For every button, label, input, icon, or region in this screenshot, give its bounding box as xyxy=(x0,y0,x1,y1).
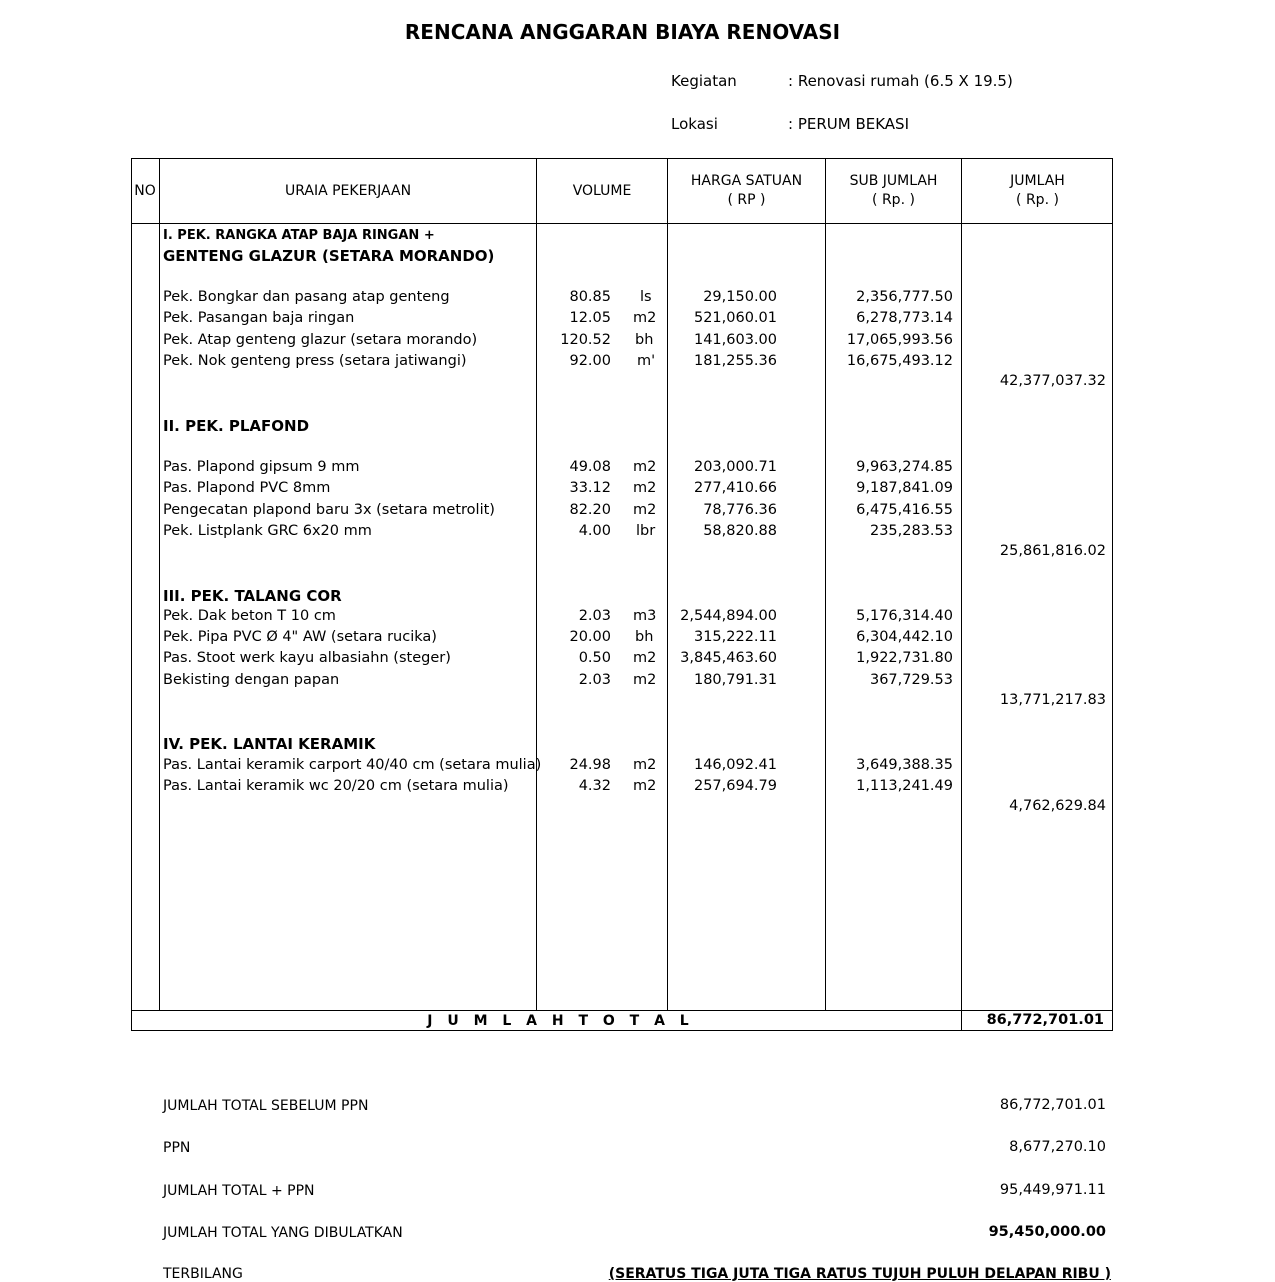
summary-plus-ppn-label: JUMLAH TOTAL + PPN xyxy=(163,1183,315,1199)
summary-dibulatkan-value: 95,450,000.00 xyxy=(988,1224,1106,1240)
item-unit: m2 xyxy=(633,757,657,773)
header-jumlah-line1: JUMLAH xyxy=(1010,173,1065,189)
item-desc: Pek. Bongkar dan pasang atap genteng xyxy=(163,289,450,305)
item-subtotal: 16,675,493.12 xyxy=(846,353,953,369)
item-unit: m2 xyxy=(633,778,657,794)
item-unit: m2 xyxy=(633,672,657,688)
item-unit: m2 xyxy=(633,459,657,475)
item-desc: Pas. Lantai keramik carport 40/40 cm (setara mulia) xyxy=(163,757,542,773)
item-volume: 2.03 xyxy=(578,608,611,624)
item-desc: Pek. Pasangan baja ringan xyxy=(163,310,355,326)
item-subtotal: 5,176,314.40 xyxy=(856,608,953,624)
item-desc: Pas. Stoot werk kayu albasiahn (steger) xyxy=(163,650,451,666)
summary-terbilang-value: (SERATUS TIGA JUTA TIGA RATUS TUJUH PULUH DELAPAN RIBU ) xyxy=(608,1266,1111,1282)
lokasi-label: Lokasi xyxy=(671,115,718,133)
item-subtotal: 17,065,993.56 xyxy=(846,332,953,348)
item-price: 521,060.01 xyxy=(693,310,777,326)
item-desc: Bekisting dengan papan xyxy=(163,672,340,688)
item-price: 277,410.66 xyxy=(693,480,777,496)
item-volume: 0.50 xyxy=(578,650,611,666)
item-unit: bh xyxy=(635,332,654,348)
section-total: 42,377,037.32 xyxy=(999,373,1106,389)
item-price: 78,776.36 xyxy=(703,502,777,518)
grand-total-value: 86,772,701.01 xyxy=(986,1012,1104,1028)
total-divider xyxy=(131,1010,1113,1011)
section-title: IV. PEK. LANTAI KERAMIK xyxy=(163,735,376,753)
item-desc: Pas. Lantai keramik wc 20/20 cm (setara mulia) xyxy=(163,778,509,794)
col-divider-harga xyxy=(825,158,826,1010)
item-unit: m' xyxy=(637,353,656,369)
item-price: 315,222.11 xyxy=(693,629,777,645)
item-subtotal: 1,922,731.80 xyxy=(856,650,953,666)
header-sub-jumlah xyxy=(826,172,961,210)
item-unit: m3 xyxy=(633,608,657,624)
summary-plus-ppn-value: 95,449,971.11 xyxy=(999,1182,1106,1198)
item-price: 141,603.00 xyxy=(693,332,777,348)
summary-sebelum-ppn-label: JUMLAH TOTAL SEBELUM PPN xyxy=(163,1098,369,1114)
item-unit: lbr xyxy=(636,523,656,539)
item-price: 257,694.79 xyxy=(693,778,777,794)
item-volume: 120.52 xyxy=(560,332,611,348)
item-volume: 4.00 xyxy=(578,523,611,539)
header-divider xyxy=(131,223,1113,224)
item-volume: 2.03 xyxy=(578,672,611,688)
header-harga-line2: ( RP ) xyxy=(727,192,766,208)
item-price: 146,092.41 xyxy=(693,757,777,773)
header-no: NO xyxy=(134,183,156,199)
col-divider-no xyxy=(159,158,160,1010)
item-unit: bh xyxy=(635,629,654,645)
item-unit: m2 xyxy=(633,650,657,666)
col-divider-sub xyxy=(961,158,962,1031)
item-subtotal: 1,113,241.49 xyxy=(856,778,953,794)
section-title: II. PEK. PLAFOND xyxy=(163,417,310,435)
item-volume: 24.98 xyxy=(569,757,611,773)
item-subtotal: 235,283.53 xyxy=(869,523,953,539)
page-title: RENCANA ANGGARAN BIAYA RENOVASI xyxy=(404,20,841,44)
section-title: III. PEK. TALANG COR xyxy=(163,587,342,605)
item-price: 2,544,894.00 xyxy=(680,608,777,624)
section-total: 25,861,816.02 xyxy=(999,543,1106,559)
header-jumlah xyxy=(962,172,1113,210)
item-unit: m2 xyxy=(633,480,657,496)
item-volume: 80.85 xyxy=(569,289,611,305)
lokasi-value: : PERUM BEKASI xyxy=(788,115,910,133)
item-subtotal: 367,729.53 xyxy=(869,672,953,688)
summary-sebelum-ppn-value: 86,772,701.01 xyxy=(999,1097,1106,1113)
item-price: 180,791.31 xyxy=(693,672,777,688)
header-uraian: URAIA PEKERJAAN xyxy=(284,183,412,199)
item-price: 181,255.36 xyxy=(693,353,777,369)
item-volume: 20.00 xyxy=(569,629,611,645)
item-volume: 4.32 xyxy=(578,778,611,794)
item-subtotal: 9,187,841.09 xyxy=(856,480,953,496)
item-desc: Pek. Listplank GRC 6x20 mm xyxy=(163,523,372,539)
item-price: 29,150.00 xyxy=(703,289,777,305)
item-desc: Pek. Nok genteng press (setara jatiwangi) xyxy=(163,353,467,369)
item-desc: Pek. Dak beton T 10 cm xyxy=(163,608,336,624)
item-desc: Pas. Plapond gipsum 9 mm xyxy=(163,459,360,475)
kegiatan-value: : Renovasi rumah (6.5 X 19.5) xyxy=(788,72,1013,90)
item-subtotal: 3,649,388.35 xyxy=(856,757,953,773)
section-total: 4,762,629.84 xyxy=(1009,798,1106,814)
col-divider-uraian xyxy=(536,158,537,1010)
item-price: 3,845,463.60 xyxy=(680,650,777,666)
item-volume: 33.12 xyxy=(569,480,611,496)
summary-ppn-label: PPN xyxy=(163,1140,191,1156)
section-title: I. PEK. RANGKA ATAP BAJA RINGAN + xyxy=(163,228,435,243)
item-desc: Pas. Plapond PVC 8mm xyxy=(163,480,331,496)
section-total: 13,771,217.83 xyxy=(999,692,1106,708)
item-unit: m2 xyxy=(633,502,657,518)
grand-total-label: J U M L A H T O T A L xyxy=(427,1013,694,1029)
item-desc: Pek. Atap genteng glazur (setara morando) xyxy=(163,332,478,348)
kegiatan-label: Kegiatan xyxy=(671,72,737,90)
header-sub-line1: SUB JUMLAH xyxy=(849,173,938,189)
item-price: 58,820.88 xyxy=(703,523,777,539)
summary-terbilang-label: TERBILANG xyxy=(163,1266,243,1282)
header-harga-line1: HARGA SATUAN xyxy=(690,173,803,189)
header-sub-line2: ( Rp. ) xyxy=(872,192,915,208)
item-desc: Pek. Pipa PVC Ø 4" AW (setara rucika) xyxy=(163,629,437,645)
header-harga xyxy=(668,172,825,210)
item-volume: 92.00 xyxy=(569,353,611,369)
summary-dibulatkan-label: JUMLAH TOTAL YANG DIBULATKAN xyxy=(163,1225,403,1241)
item-unit: ls xyxy=(640,289,652,305)
item-unit: m2 xyxy=(633,310,657,326)
item-subtotal: 2,356,777.50 xyxy=(856,289,953,305)
item-subtotal: 6,475,416.55 xyxy=(856,502,953,518)
header-volume: VOLUME xyxy=(572,183,632,199)
item-volume: 49.08 xyxy=(569,459,611,475)
section-title: GENTENG GLAZUR (SETARA MORANDO) xyxy=(163,247,495,265)
summary-ppn-value: 8,677,270.10 xyxy=(1009,1139,1106,1155)
item-subtotal: 6,278,773.14 xyxy=(856,310,953,326)
item-volume: 82.20 xyxy=(569,502,611,518)
header-jumlah-line2: ( Rp. ) xyxy=(1016,192,1059,208)
item-price: 203,000.71 xyxy=(693,459,777,475)
item-volume: 12.05 xyxy=(569,310,611,326)
col-divider-volume xyxy=(667,158,668,1010)
item-subtotal: 6,304,442.10 xyxy=(856,629,953,645)
item-subtotal: 9,963,274.85 xyxy=(856,459,953,475)
item-desc: Pengecatan plapond baru 3x (setara metrolit) xyxy=(163,502,495,518)
